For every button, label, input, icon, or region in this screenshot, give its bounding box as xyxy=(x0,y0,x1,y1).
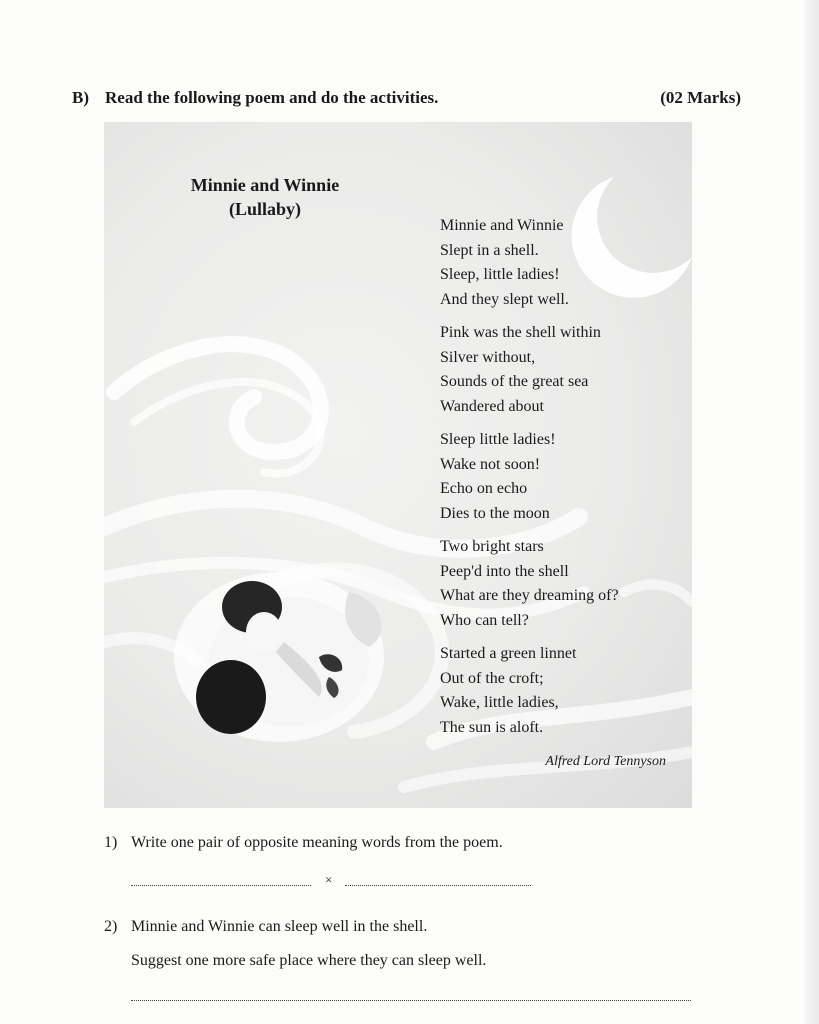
section-label: B) xyxy=(72,88,89,107)
answer-blank-left[interactable] xyxy=(131,885,311,886)
poem-line: Slept in a shell. xyxy=(440,241,539,259)
question-text: Write one pair of opposite meaning words from the poem. xyxy=(131,834,503,851)
poem-line: Who can tell? xyxy=(440,611,529,629)
question-number: 1) xyxy=(104,834,118,851)
poem-line: Sleep little ladies! xyxy=(440,431,556,448)
poem-panel xyxy=(104,122,692,808)
question-1 xyxy=(104,834,503,852)
poem-title: Minnie and Winnie xyxy=(190,175,340,195)
poem-author: Alfred Lord Tennyson xyxy=(545,754,666,769)
opposite-separator: × xyxy=(325,872,333,887)
poem-line: Started a green linnet xyxy=(440,645,577,662)
poem-line: Peep'd into the shell xyxy=(440,562,569,580)
poem-line: And they slept well. xyxy=(440,290,569,308)
poem-line: Pink was the shell within xyxy=(440,324,601,341)
poem-line: Out of the croft; xyxy=(440,669,544,687)
poem-line: Dies to the moon xyxy=(440,504,550,522)
poem-line: Sounds of the great sea xyxy=(440,373,589,390)
poem-subtitle: (Lullaby) xyxy=(228,199,302,219)
stanza-2 xyxy=(440,321,619,419)
stanza-5 xyxy=(440,642,619,740)
stanza-3 xyxy=(440,428,619,526)
stanza-4 xyxy=(440,535,619,633)
question-2 xyxy=(104,918,427,936)
poem-line: What are they dreaming of? xyxy=(440,587,619,604)
poem-line: Wandered about xyxy=(440,397,544,415)
question-2-subtext: Suggest one more safe place where they can sleep well. xyxy=(131,952,487,969)
answer-blank-long[interactable] xyxy=(131,1000,691,1001)
poem-title-block xyxy=(177,173,353,221)
question-number: 2) xyxy=(104,918,118,935)
poem-stanzas xyxy=(440,214,619,749)
section-header xyxy=(72,88,741,112)
poem-line: Wake not soon! xyxy=(440,455,541,473)
poem-line: Two bright stars xyxy=(440,538,544,555)
poem-line: Silver without, xyxy=(440,348,536,366)
poem-line: Minnie and Winnie xyxy=(440,217,564,234)
section-instruction: Read the following poem and do the activities. xyxy=(105,88,439,107)
poem-line: Echo on echo xyxy=(440,480,528,497)
answer-blank-right[interactable] xyxy=(345,885,531,886)
marks-label: (02 Marks) xyxy=(660,88,741,107)
shell-with-girls xyxy=(174,572,384,742)
poem-line: The sun is aloft. xyxy=(440,718,544,736)
stanza-1 xyxy=(440,214,619,312)
poem-line: Wake, little ladies, xyxy=(440,694,559,711)
poem-line: Sleep, little ladies! xyxy=(440,266,560,283)
question-text: Minnie and Winnie can sleep well in the shell. xyxy=(131,918,428,935)
page-edge-shadow xyxy=(805,0,819,1024)
